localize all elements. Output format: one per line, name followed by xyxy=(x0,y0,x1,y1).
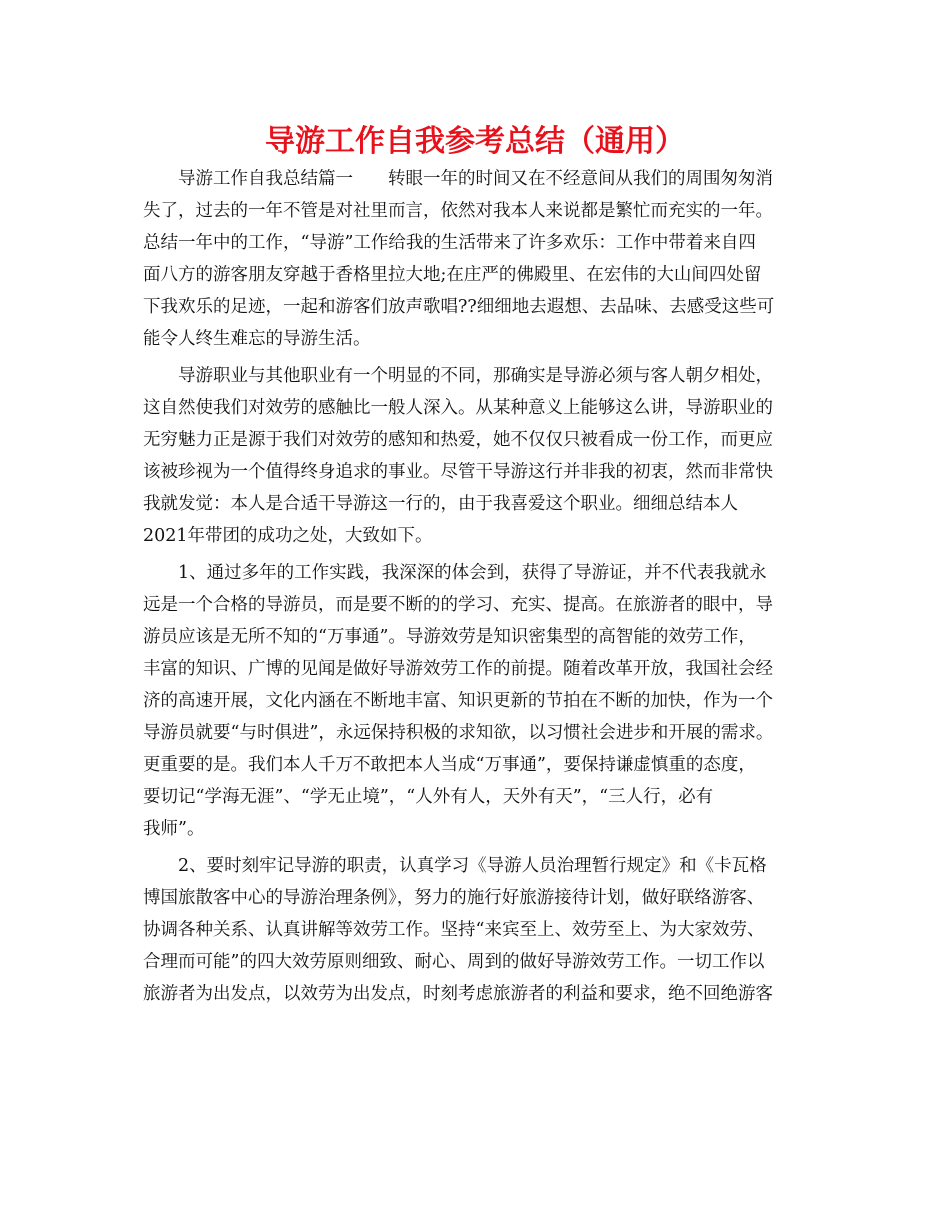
text-line: 下我欢乐的足迹，一起和游客们放声歌唱??细细地去遐想、去品味、去感受这些可 xyxy=(143,297,775,317)
text-line: 这自然使我们对效劳的感触比一般人深入。从某种意义上能够这么讲，导游职业的 xyxy=(143,398,773,418)
text-line: 博国旅散客中心的导游治理条例》，努力的施行好旅游接待计划，做好联络游客、 xyxy=(143,888,765,908)
paragraph-2 xyxy=(143,360,827,552)
text-line: 面八方的游客朋友穿越于香格里拉大地;在庄严的佛殿里、在宏伟的大山间四处留 xyxy=(143,265,762,285)
text-line: 我就发觉：本人是合适干导游这一行的，由于我喜爱这个职业。细细总结本人 xyxy=(143,494,738,514)
text-line: 游员应该是无所不知的“万事通”。导游效劳是知识密集型的高智能的效劳工作， xyxy=(143,627,756,647)
text-line: 协调各种关系、认真讲解等效劳工作。坚持“来宾至上、效劳至上、为大家效劳、 xyxy=(143,920,765,940)
text-line: 2021年带团的成功之处，大致如下。 xyxy=(143,526,433,546)
text-line: 无穷魅力正是源于我们对效劳的感知和热爱，她不仅仅只被看成一份工作，而更应 xyxy=(143,430,773,450)
document-title: 导游工作自我参考总结（通用） xyxy=(265,124,685,159)
paragraph-1 xyxy=(143,163,827,355)
text-line: 失了，过去的一年不管是对社里而言，依然对我本人来说都是繁忙而充实的一年。 xyxy=(143,201,773,221)
text-line: 2、要时刻牢记导游的职责，认真学习《导游人员治理暂行规定》和《卡瓦格 xyxy=(178,856,767,876)
text-line: 远是一个合格的导游员，而是要不断的的学习、充实、提高。在旅游者的眼中，导 xyxy=(143,595,773,615)
text-line: 导游员就要“与时俱进”，永远保持积极的求知欲，以习惯社会进步和开展的需求。 xyxy=(143,723,774,743)
text-line: 1、通过多年的工作实践，我深深的体会到，获得了导游证，并不代表我就永 xyxy=(178,563,767,583)
text-line: 更重要的是。我们本人千万不敢把本人当成“万事通”，要保持谦虚慎重的态度， xyxy=(143,755,756,775)
paragraph-4 xyxy=(143,850,827,1010)
text-line: 导游工作自我总结篇一 转眼一年的时间又在不经意间从我们的周围匆匆消 xyxy=(178,169,773,189)
text-line: 该被珍视为一个值得终身追求的事业。尽管干导游这行并非我的初衷，然而非常快 xyxy=(143,462,773,482)
text-line: 旅游者为出发点，以效劳为出发点，时刻考虑旅游者的利益和要求，绝不回绝游客 xyxy=(143,984,773,1004)
text-line: 丰富的知识、广博的见闻是做好导游效劳工作的前提。随着改革开放，我国社会经 xyxy=(143,659,773,679)
text-line: 能令人终生难忘的导游生活。 xyxy=(143,329,371,349)
text-line: 要切记“学海无涯”、“学无止境”，“人外有人，天外有天”，“三人行，必有 xyxy=(143,787,714,807)
text-line: 导游职业与其他职业有一个明显的不同，那确实是导游必须与客人朝夕相处， xyxy=(178,366,773,386)
document-body xyxy=(143,163,827,1010)
text-line: 合理而可能”的四大效劳原则细致、耐心、周到的做好导游效劳工作。一切工作以 xyxy=(143,952,765,972)
text-line: 总结一年中的工作，“导游”工作给我的生活带来了许多欢乐：工作中带着来自四 xyxy=(143,233,756,253)
text-line: 我师”。 xyxy=(143,819,205,839)
paragraph-3 xyxy=(143,557,827,845)
text-line: 济的高速开展，文化内涵在不断地丰富、知识更新的节拍在不断的加快，作为一个 xyxy=(143,691,773,711)
